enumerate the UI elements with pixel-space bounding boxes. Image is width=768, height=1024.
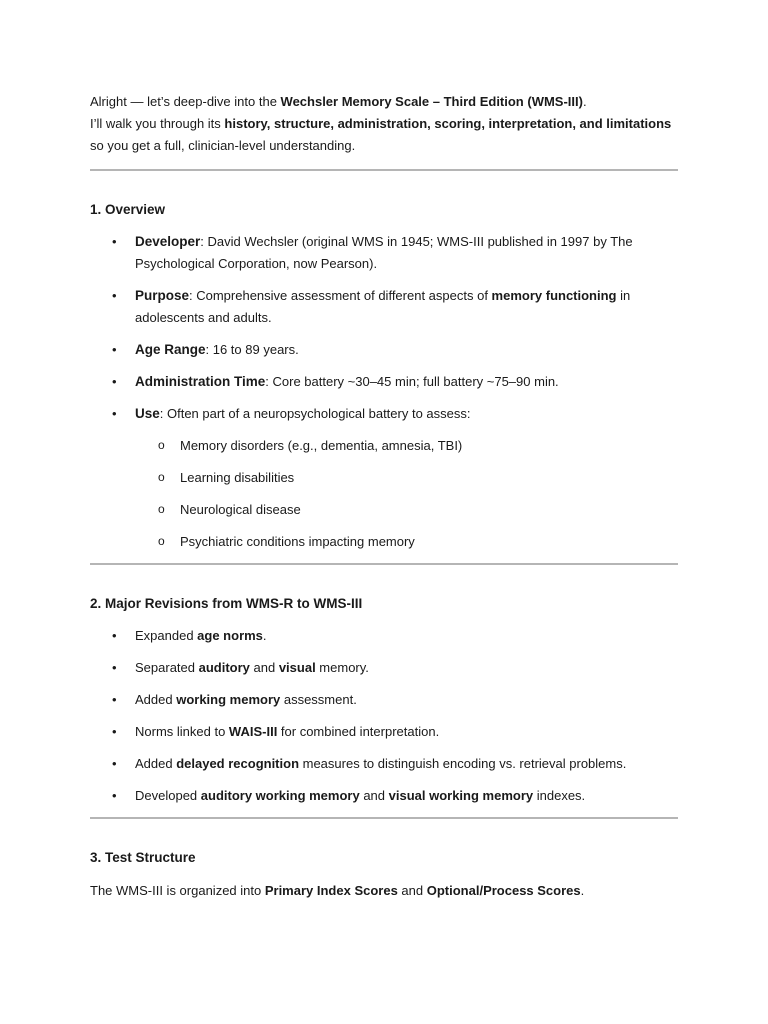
section-heading-revisions: 2. Major Revisions from WMS-R to WMS-III — [90, 596, 363, 611]
item-text: and — [359, 788, 389, 803]
list-item — [90, 285, 678, 329]
item-bold: memory functioning — [491, 288, 617, 303]
item-text: : Core battery ~30–45 min; full battery ~75–90 min. — [265, 374, 559, 389]
item-bold: visual — [278, 660, 316, 675]
item-bold: visual working memory — [388, 788, 534, 803]
section-divider — [90, 169, 678, 171]
item-bold: auditory — [198, 660, 250, 675]
list-item — [90, 403, 678, 553]
list-item — [90, 689, 678, 711]
sub-list-item: o Neurological disease — [135, 499, 678, 521]
structure-bold: Optional/Process Scores — [426, 883, 581, 898]
intro-text: . — [582, 94, 587, 109]
list-item — [90, 785, 678, 807]
section-divider — [90, 563, 678, 565]
sub-list-item: o Psychiatric conditions impacting memory — [135, 531, 678, 553]
list-item — [90, 231, 678, 275]
revisions-list — [90, 625, 678, 807]
item-text: in adolescents and adults. — [135, 288, 631, 325]
item-text: measures to distinguish encoding vs. retrieval problems. — [299, 756, 627, 771]
intro-paragraph — [90, 91, 678, 157]
item-lead: Purpose — [135, 288, 190, 303]
sub-list-item: o Memory disorders (e.g., dementia, amnesia, TBI) — [135, 435, 678, 457]
item-text: indexes. — [533, 788, 586, 803]
item-text: Added — [135, 756, 177, 771]
intro-text: I’ll walk you through its — [90, 116, 225, 131]
structure-paragraph — [90, 880, 678, 902]
section-divider — [90, 817, 678, 819]
item-lead: Use — [135, 406, 160, 421]
section-heading-structure: 3. Test Structure — [90, 850, 196, 865]
item-bold: delayed recognition — [176, 756, 300, 771]
item-text: Norms linked to — [135, 724, 229, 739]
item-text: assessment. — [280, 692, 357, 707]
item-text: and — [249, 660, 279, 675]
structure-bold: Primary Index Scores — [264, 883, 398, 898]
list-item — [90, 657, 678, 679]
item-text: : Comprehensive assessment of different aspects of — [189, 288, 492, 303]
item-text: : David Wechsler (original WMS in 1945; WMS-III published in 1997 by The Psychological Corporation, now Pearson). — [135, 234, 633, 271]
item-text: Developed — [135, 788, 201, 803]
item-text: Separated — [135, 660, 199, 675]
item-text: . — [262, 628, 267, 643]
use-sublist — [135, 435, 678, 553]
list-item — [90, 339, 678, 361]
list-item — [90, 721, 678, 743]
section-heading-overview: 1. Overview — [90, 202, 166, 217]
structure-text: and — [397, 883, 427, 898]
structure-text: The WMS-III is organized into — [90, 883, 265, 898]
item-text: Expanded — [135, 628, 198, 643]
item-text: Added — [135, 692, 177, 707]
document-content — [90, 91, 678, 902]
list-item — [90, 625, 678, 647]
item-text: : 16 to 89 years. — [205, 342, 299, 357]
intro-text: so you get a full, clinician-level understanding. — [90, 138, 356, 153]
item-text: : Often part of a neuropsychological battery to assess: — [159, 406, 471, 421]
structure-text: . — [580, 883, 585, 898]
item-bold: age norms — [197, 628, 263, 643]
item-text: memory. — [315, 660, 369, 675]
item-bold: working memory — [176, 692, 281, 707]
list-item — [90, 753, 678, 775]
overview-section — [90, 199, 678, 553]
item-lead: Developer — [135, 234, 201, 249]
intro-bold-title: Wechsler Memory Scale – Third Edition (WMS-III) — [280, 94, 583, 109]
list-item — [90, 371, 678, 393]
structure-section — [90, 847, 678, 902]
item-bold: auditory working memory — [200, 788, 360, 803]
item-lead: Age Range — [135, 342, 206, 357]
item-bold: WAIS-III — [228, 724, 278, 739]
item-text: for combined interpretation. — [277, 724, 440, 739]
overview-list — [90, 231, 678, 553]
intro-bold-topics: history, structure, administration, scoring, interpretation, and limitations — [224, 116, 672, 131]
item-lead: Administration Time — [135, 374, 266, 389]
intro-text: Alright — let’s deep-dive into the — [90, 94, 281, 109]
revisions-section — [90, 593, 678, 807]
sub-list-item: o Learning disabilities — [135, 467, 678, 489]
